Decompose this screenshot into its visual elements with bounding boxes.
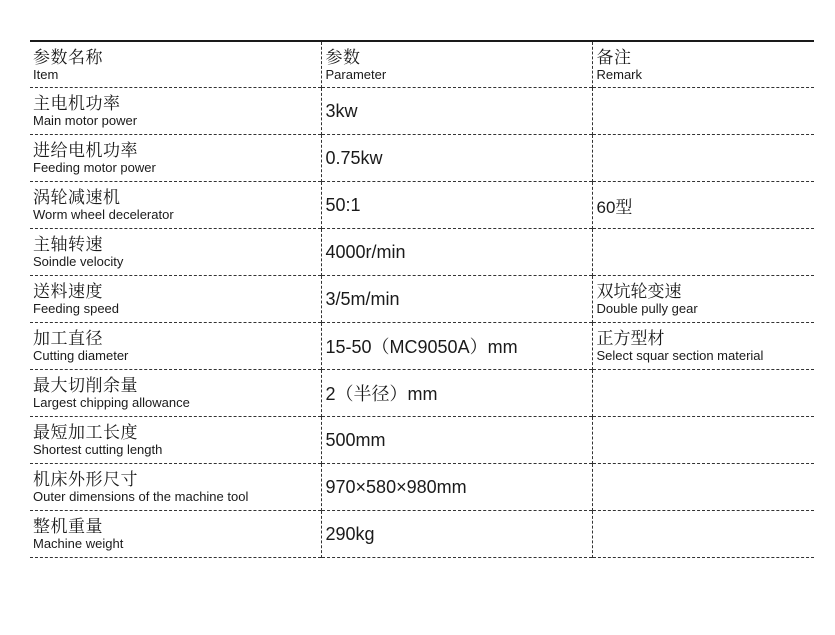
item-name-zh: 最短加工长度 bbox=[33, 423, 138, 442]
remark-en: Double pully gear bbox=[596, 301, 698, 316]
table-row bbox=[30, 276, 814, 323]
header-item-en: Item bbox=[33, 66, 59, 82]
param-value: 290kg bbox=[325, 523, 375, 544]
remark-cell bbox=[592, 323, 814, 370]
item-cell bbox=[30, 276, 321, 323]
table-row bbox=[30, 88, 814, 135]
param-value: 500mm bbox=[325, 429, 386, 450]
param-value: 0.75kw bbox=[325, 147, 383, 168]
value-cell bbox=[321, 417, 592, 464]
header-param-cell bbox=[321, 41, 592, 88]
value-cell bbox=[321, 135, 592, 182]
param-value: 4000r/min bbox=[325, 241, 406, 262]
item-name-zh: 整机重量 bbox=[33, 517, 103, 536]
item-name-zh: 主电机功率 bbox=[33, 94, 121, 113]
table-row bbox=[30, 370, 814, 417]
header-remark-en: Remark bbox=[596, 66, 643, 82]
header-param-en: Parameter bbox=[325, 66, 387, 82]
item-name-en: Feeding motor power bbox=[33, 160, 156, 175]
item-cell bbox=[30, 182, 321, 229]
remark-cell bbox=[592, 464, 814, 511]
remark-zh: 双坑轮变速 bbox=[596, 282, 682, 301]
remark-cell bbox=[592, 511, 814, 558]
param-value: 15-50（MC9050A）mm bbox=[325, 337, 518, 357]
remark-cell bbox=[592, 182, 814, 229]
remark-cell bbox=[592, 276, 814, 323]
item-name-zh: 机床外形尺寸 bbox=[33, 470, 138, 489]
item-name-zh: 涡轮减速机 bbox=[33, 188, 121, 207]
param-value: 50:1 bbox=[325, 194, 361, 215]
item-name-zh: 主轴转速 bbox=[33, 235, 103, 254]
table-header bbox=[30, 41, 814, 88]
value-cell bbox=[321, 88, 592, 135]
header-row bbox=[30, 41, 814, 88]
item-name-zh: 最大切削余量 bbox=[33, 376, 138, 395]
item-cell bbox=[30, 370, 321, 417]
table-row bbox=[30, 464, 814, 511]
value-cell bbox=[321, 229, 592, 276]
remark-cell bbox=[592, 417, 814, 464]
table-row bbox=[30, 135, 814, 182]
table-row bbox=[30, 229, 814, 276]
item-name-en: Shortest cutting length bbox=[33, 442, 163, 457]
item-cell bbox=[30, 464, 321, 511]
item-name-en: Largest chipping allowance bbox=[33, 395, 190, 410]
value-cell bbox=[321, 276, 592, 323]
item-name-en: Soindle velocity bbox=[33, 254, 124, 269]
table-row bbox=[30, 182, 814, 229]
table-row bbox=[30, 417, 814, 464]
item-cell bbox=[30, 323, 321, 370]
header-item-cell bbox=[30, 41, 321, 88]
value-cell bbox=[321, 464, 592, 511]
item-name-en: Feeding speed bbox=[33, 301, 120, 316]
item-name-en: Machine weight bbox=[33, 536, 124, 551]
header-param-zh: 参数 bbox=[325, 47, 361, 67]
item-cell bbox=[30, 229, 321, 276]
value-cell bbox=[321, 370, 592, 417]
param-value: 3kw bbox=[325, 100, 358, 121]
item-name-en: Cutting diameter bbox=[33, 348, 129, 363]
item-name-zh: 加工直径 bbox=[33, 329, 103, 348]
item-name-zh: 送料速度 bbox=[33, 282, 103, 301]
item-name-en: Main motor power bbox=[33, 113, 138, 128]
spec-table bbox=[30, 40, 814, 558]
remark-cell bbox=[592, 88, 814, 135]
table-row bbox=[30, 511, 814, 558]
remark-cell bbox=[592, 135, 814, 182]
header-item-zh: 参数名称 bbox=[33, 47, 103, 67]
item-cell bbox=[30, 88, 321, 135]
item-cell bbox=[30, 135, 321, 182]
item-name-en: Outer dimensions of the machine tool bbox=[33, 489, 249, 504]
item-cell bbox=[30, 511, 321, 558]
remark-zh: 正方型材 bbox=[596, 329, 665, 348]
header-remark-cell bbox=[592, 41, 814, 88]
table-row bbox=[30, 323, 814, 370]
header-remark-zh: 备注 bbox=[596, 47, 632, 67]
item-name-en: Worm wheel decelerator bbox=[33, 207, 174, 222]
item-cell bbox=[30, 417, 321, 464]
value-cell bbox=[321, 182, 592, 229]
param-value: 970×580×980mm bbox=[325, 476, 467, 497]
remark-cell bbox=[592, 370, 814, 417]
item-name-zh: 进给电机功率 bbox=[33, 141, 138, 160]
param-value: 2（半径）mm bbox=[325, 384, 438, 404]
param-value: 3/5m/min bbox=[325, 288, 400, 309]
value-cell bbox=[321, 511, 592, 558]
value-cell bbox=[321, 323, 592, 370]
table-body bbox=[30, 88, 814, 558]
remark-en: Select squar section material bbox=[596, 348, 764, 363]
remark-text: 60型 bbox=[596, 197, 633, 217]
remark-cell bbox=[592, 229, 814, 276]
